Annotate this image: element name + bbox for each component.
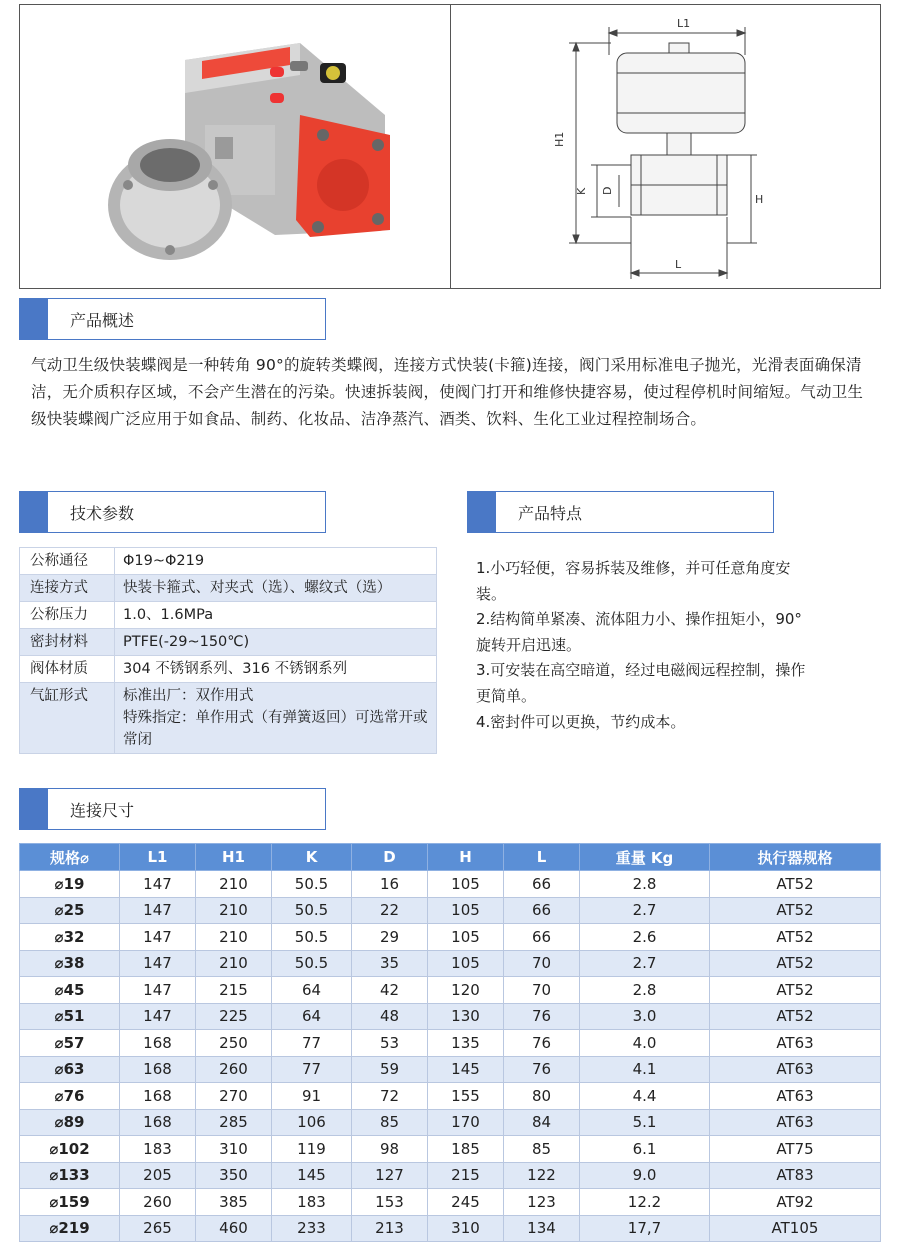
table-cell: 168 [120,1083,196,1110]
table-cell: 145 [272,1162,352,1189]
sizes-table [19,843,881,1242]
table-row [20,1030,881,1057]
table-cell: 105 [428,897,504,924]
table-cell: 168 [120,1056,196,1083]
column-header: 规格⌀ [20,844,120,871]
table-cell: 70 [504,977,580,1004]
size-cell-dn: ⌀102 [20,1136,120,1163]
size-cell-dn: ⌀38 [20,950,120,977]
table-row [20,871,881,898]
overview-paragraph: 气动卫生级快装蝶阀是一种转角 90°的旋转类蝶阀，连接方式快装(卡箍)连接，阀门采用标准电子抛光，光滑表面确保清洁，无介质积存区域，不会产生潜在的污染。快速拆装阀，使阀门打开和维修快捷容易，使过程停机时间缩短。气动卫生级快装蝶阀广泛应用于如食品、制药、化妆品、洁净蒸汽、酒类、饮料、生化工业过程控制场合。 [31,356,864,428]
table-cell: AT92 [710,1189,881,1216]
table-cell: 85 [504,1136,580,1163]
size-cell-dn: ⌀57 [20,1030,120,1057]
table-cell: AT105 [710,1215,881,1242]
table-cell: 119 [272,1136,352,1163]
sizes-header-row [20,844,881,871]
table-cell: 35 [352,950,428,977]
table-cell: 2.8 [580,871,710,898]
param-value: PTFE(-29~150℃) [115,629,437,656]
table-row [20,1136,881,1163]
table-cell: 105 [428,950,504,977]
table-cell: 50.5 [272,897,352,924]
size-cell-dn: ⌀45 [20,977,120,1004]
table-cell: 77 [272,1056,352,1083]
table-cell: 134 [504,1215,580,1242]
table-row [20,1003,881,1030]
param-value [115,683,437,754]
table-cell: AT83 [710,1162,881,1189]
dim-label-l: L [675,258,682,271]
size-cell-dn: ⌀89 [20,1109,120,1136]
features-list [476,556,816,735]
column-header: H [428,844,504,871]
table-cell: 213 [352,1215,428,1242]
table-cell: 245 [428,1189,504,1216]
table-cell: 22 [352,897,428,924]
table-cell: 147 [120,897,196,924]
table-cell: 4.0 [580,1030,710,1057]
table-cell: 285 [196,1109,272,1136]
table-row [20,1215,881,1242]
table-cell: AT52 [710,924,881,951]
table-cell: 147 [120,950,196,977]
feature-item: 4.密封件可以更换，节约成本。 [476,712,686,731]
param-key: 公称通径 [20,548,115,575]
table-cell: 2.8 [580,977,710,1004]
table-row [20,924,881,951]
param-value: 304 不锈钢系列、316 不锈钢系列 [115,656,437,683]
table-cell: 127 [352,1162,428,1189]
table-cell: 155 [428,1083,504,1110]
table-cell: 59 [352,1056,428,1083]
table-cell: 168 [120,1109,196,1136]
table-cell: 310 [196,1136,272,1163]
table-cell: 12.2 [580,1189,710,1216]
product-photo [20,5,451,288]
table-row [20,1109,881,1136]
column-header: D [352,844,428,871]
table-cell: 205 [120,1162,196,1189]
param-key: 公称压力 [20,602,115,629]
table-cell: 385 [196,1189,272,1216]
table-cell: 270 [196,1083,272,1110]
table-row [20,1056,881,1083]
table-cell: 6.1 [580,1136,710,1163]
dim-label-l1: L1 [677,17,691,30]
dim-label-h: H [755,193,764,206]
size-cell-dn: ⌀159 [20,1189,120,1216]
table-cell: AT52 [710,950,881,977]
table-cell: 76 [504,1056,580,1083]
table-cell: 265 [120,1215,196,1242]
table-cell: 350 [196,1162,272,1189]
dimension-drawing [451,5,880,288]
table-cell: 2.7 [580,897,710,924]
table-cell: 250 [196,1030,272,1057]
table-cell: 260 [196,1056,272,1083]
params-row [20,548,437,575]
size-cell-dn: ⌀51 [20,1003,120,1030]
section-title: 技术参数 [70,503,135,523]
table-cell: 5.1 [580,1109,710,1136]
table-cell: 76 [504,1003,580,1030]
size-cell-dn: ⌀32 [20,924,120,951]
params-row [20,683,437,754]
table-cell: AT63 [710,1030,881,1057]
table-cell: 9.0 [580,1162,710,1189]
table-cell: 48 [352,1003,428,1030]
table-cell: 105 [428,871,504,898]
param-value: Φ19~Φ219 [115,548,437,575]
param-key: 连接方式 [20,575,115,602]
param-key: 气缸形式 [20,683,115,754]
table-cell: 147 [120,977,196,1004]
table-cell: AT52 [710,977,881,1004]
table-cell: 2.7 [580,950,710,977]
size-cell-dn: ⌀19 [20,871,120,898]
section-accent-bar [20,789,48,829]
table-cell: 183 [272,1189,352,1216]
section-header-features [467,491,774,533]
table-cell: 147 [120,924,196,951]
table-cell: 123 [504,1189,580,1216]
table-cell: 260 [120,1189,196,1216]
column-header: H1 [196,844,272,871]
dim-label-h1: H1 [553,131,566,147]
size-cell-dn: ⌀133 [20,1162,120,1189]
column-header: 执行器规格 [710,844,881,871]
sizes-table-body [20,871,881,1242]
section-title: 连接尺寸 [70,800,135,820]
table-cell: 185 [428,1136,504,1163]
table-cell: AT52 [710,871,881,898]
column-header: K [272,844,352,871]
params-row [20,602,437,629]
dim-label-d: D [601,186,614,195]
table-cell: 130 [428,1003,504,1030]
feature-item: 2.结构简单紧凑、流体阻力小、操作扭矩小，90°旋转开启迅速。 [476,610,802,654]
table-cell: 50.5 [272,871,352,898]
table-cell: AT52 [710,1003,881,1030]
param-value: 快装卡箍式、对夹式（选）、螺纹式（选） [115,575,437,602]
section-header-sizes [19,788,326,830]
table-cell: AT75 [710,1136,881,1163]
table-cell: 50.5 [272,950,352,977]
valve-photo-illustration [20,5,450,288]
table-cell: AT52 [710,897,881,924]
param-value: 1.0、1.6MPa [115,602,437,629]
feature-item: 3.可安装在高空暗道，经过电磁阀远程控制，操作更简单。 [476,661,806,705]
table-cell: 120 [428,977,504,1004]
table-cell: AT63 [710,1056,881,1083]
table-row [20,897,881,924]
section-title: 产品特点 [518,503,583,523]
table-cell: 210 [196,950,272,977]
param-value-line: 标准出厂：双作用式 [123,688,254,704]
column-header: 重量 Kg [580,844,710,871]
param-value-line: 特殊指定：单作用式（有弹簧返回）可选常开或常闭 [123,710,428,748]
table-cell: 17,7 [580,1215,710,1242]
params-row [20,629,437,656]
table-cell: 460 [196,1215,272,1242]
column-header: L [504,844,580,871]
size-cell-dn: ⌀219 [20,1215,120,1242]
size-cell-dn: ⌀63 [20,1056,120,1083]
table-cell: 42 [352,977,428,1004]
table-cell: 4.1 [580,1056,710,1083]
table-cell: 210 [196,924,272,951]
params-row [20,656,437,683]
table-cell: 91 [272,1083,352,1110]
table-cell: 70 [504,950,580,977]
table-cell: 210 [196,871,272,898]
product-figure-box [19,4,881,289]
table-cell: 76 [504,1030,580,1057]
feature-item: 1.小巧轻便，容易拆装及维修，并可任意角度安装。 [476,559,791,603]
table-cell: 98 [352,1136,428,1163]
table-cell: 77 [272,1030,352,1057]
table-cell: 29 [352,924,428,951]
table-cell: 84 [504,1109,580,1136]
section-header-overview [19,298,326,340]
table-cell: 105 [428,924,504,951]
table-cell: AT63 [710,1083,881,1110]
table-cell: 106 [272,1109,352,1136]
param-key: 密封材料 [20,629,115,656]
table-cell: 2.6 [580,924,710,951]
table-cell: 310 [428,1215,504,1242]
table-cell: 210 [196,897,272,924]
params-table [19,547,437,754]
table-row [20,1189,881,1216]
table-cell: 183 [120,1136,196,1163]
table-cell: 215 [428,1162,504,1189]
table-cell: 215 [196,977,272,1004]
table-cell: 147 [120,871,196,898]
table-cell: 233 [272,1215,352,1242]
size-cell-dn: ⌀76 [20,1083,120,1110]
valve-dimension-svg [451,5,881,288]
table-row [20,1083,881,1110]
table-cell: 4.4 [580,1083,710,1110]
table-cell: 66 [504,924,580,951]
table-cell: 135 [428,1030,504,1057]
table-cell: 168 [120,1030,196,1057]
table-cell: 225 [196,1003,272,1030]
table-cell: 153 [352,1189,428,1216]
table-cell: 64 [272,1003,352,1030]
table-cell: 147 [120,1003,196,1030]
params-row [20,575,437,602]
table-cell: 3.0 [580,1003,710,1030]
section-accent-bar [20,492,48,532]
table-cell: 80 [504,1083,580,1110]
param-key: 阀体材质 [20,656,115,683]
table-cell: 170 [428,1109,504,1136]
table-cell: 85 [352,1109,428,1136]
table-cell: 64 [272,977,352,1004]
section-title: 产品概述 [70,310,135,330]
table-cell: 145 [428,1056,504,1083]
size-cell-dn: ⌀25 [20,897,120,924]
column-header: L1 [120,844,196,871]
section-accent-bar [468,492,496,532]
table-row [20,950,881,977]
table-cell: 53 [352,1030,428,1057]
table-cell: 16 [352,871,428,898]
table-cell: AT63 [710,1109,881,1136]
section-header-params [19,491,326,533]
table-cell: 66 [504,871,580,898]
table-cell: 66 [504,897,580,924]
table-cell: 50.5 [272,924,352,951]
dim-label-k: K [575,187,588,195]
table-row [20,977,881,1004]
table-cell: 122 [504,1162,580,1189]
section-accent-bar [20,299,48,339]
table-row [20,1162,881,1189]
table-cell: 72 [352,1083,428,1110]
